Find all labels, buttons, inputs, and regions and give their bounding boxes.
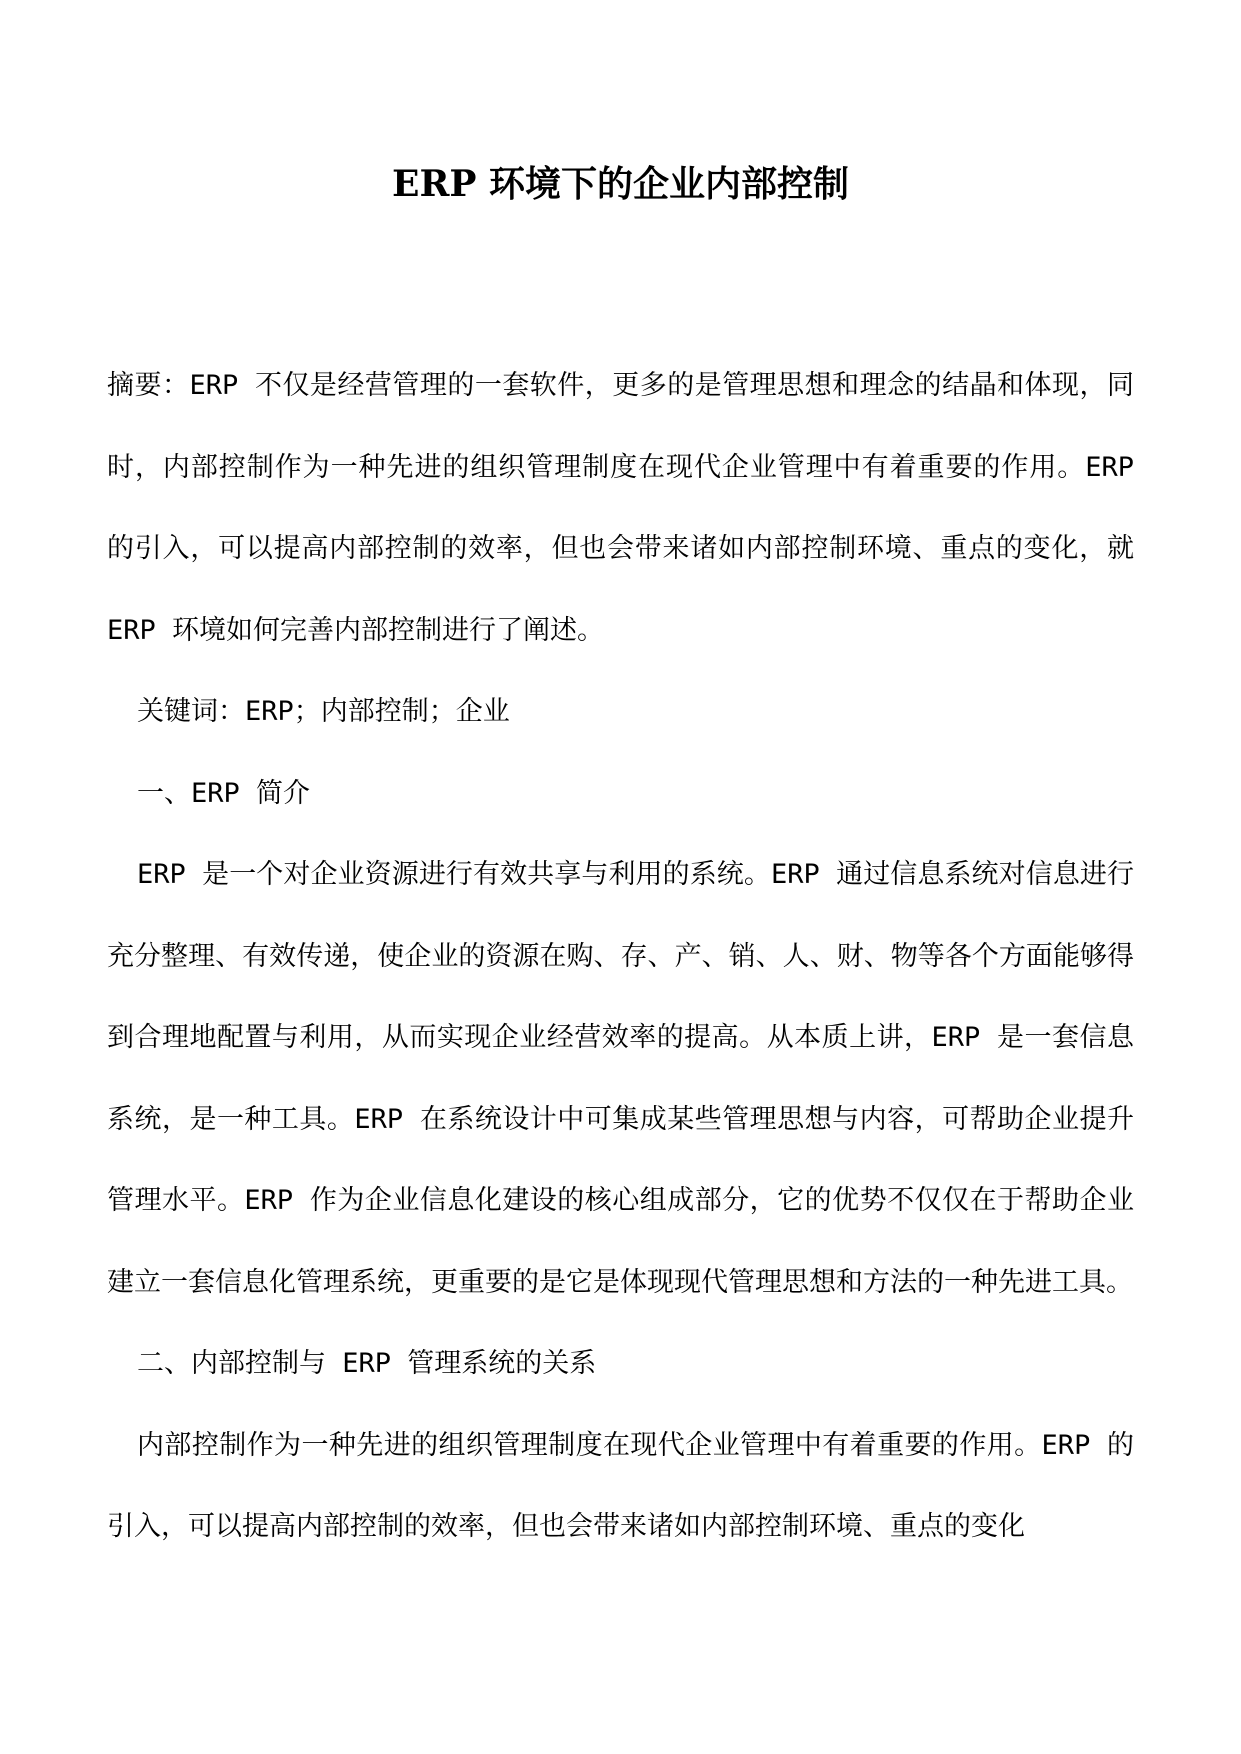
section-heading-2: 二、内部控制与 ERP 管理系统的关系 bbox=[137, 1348, 597, 1379]
section-1-paragraph: ERP 是一个对企业资源进行有效共享与利用的系统。ERP 通过信息系统对信息进行充分整理、有效传递，使企业的资源在购、存、产、销、人、财、物等各个方面能够得到合理地配置与利用，从而实现企业经营效率的提高。从本质上讲，ERP 是一套信息系统，是一种工具。ERP 在系统设计中可集成某些管理思想与内容，可帮助企业提升管理水平。ERP 作为企业信息化建设的核心组成部分，它的优势不仅仅在于帮助企业建立一套信息化管理系统，更重要的是它是体现现代管理思想和方法的一种先进工具。 bbox=[107, 859, 1134, 1298]
section-heading-1: 一、ERP 简介 bbox=[137, 777, 311, 809]
keywords-line: 关键词：ERP；内部控制；企业 bbox=[137, 696, 510, 727]
document-title: ERP 环境下的企业内部控制 bbox=[392, 163, 849, 205]
abstract-paragraph: 摘要：ERP 不仅是经营管理的一套软件，更多的是管理思想和理念的结晶和体现，同时，内部控制作为一种先进的组织管理制度在现代企业管理中有着重要的作用。ERP 的引入，可以提高内部控制的效率，但也会带来诸如内部控制环境、重点的变化，就 ERP 环境如何完善内部控制进行了阐述。 bbox=[107, 370, 1134, 646]
section-2-paragraph: 内部控制作为一种先进的组织管理制度在现代企业管理中有着重要的作用。ERP 的引入，可以提高内部控制的效率，但也会带来诸如内部控制环境、重点的变化 bbox=[107, 1429, 1134, 1542]
document-body bbox=[107, 345, 1134, 1568]
